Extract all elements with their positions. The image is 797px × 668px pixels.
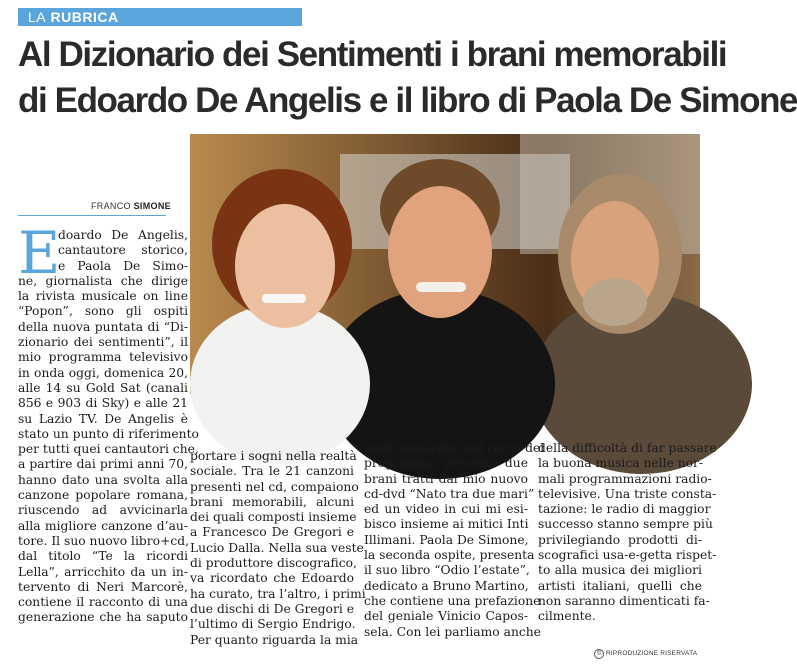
byline-first-name: FRANCO: [91, 201, 131, 211]
text-line: e Paola De Simo-: [58, 258, 188, 273]
text-line: to alla musica dei migliori: [538, 563, 702, 578]
text-line: cilmente.: [538, 609, 596, 624]
text-line: parte musicale, nel corso del: [364, 441, 545, 455]
text-line: mio programma televisivo: [18, 350, 188, 365]
text-line: programma presento due: [364, 456, 528, 471]
article-column-1: [18, 219, 199, 626]
byline-last-name: SIMONE: [133, 201, 171, 211]
article-column-3: [364, 441, 545, 640]
drop-cap: E: [18, 219, 61, 287]
text-line: ed un video in cui mi esi-: [364, 502, 528, 517]
text-line: artisti italiani, quelli che: [538, 578, 702, 593]
text-line: a Francesco De Gregori e: [190, 525, 354, 540]
text-line: della nuova puntata di “Di-: [18, 319, 188, 334]
copyright-icon: ©: [594, 649, 604, 659]
rights-notice: RIPRODUZIONE RISERVATA: [606, 650, 698, 657]
text-line: riuscendo ad avvicinarla: [18, 503, 188, 518]
person-right-beard: [583, 278, 647, 326]
person-left-smile: [262, 294, 306, 303]
text-line: a partire dai primi anni 70,: [18, 457, 188, 472]
text-line: tore. Il suo nuovo libro+cd,: [18, 533, 190, 548]
text-line: la buona musica nelle nor-: [538, 456, 704, 471]
text-line: va ricordato che Edoardo: [190, 571, 354, 586]
article-column-2: [190, 449, 366, 648]
text-line: cd-dvd “Nato tra due mari”: [364, 486, 535, 501]
rubric-label: [28, 8, 119, 26]
text-line: di produttore discografico,: [190, 556, 357, 571]
text-line: successo stanno sempre più: [538, 517, 713, 532]
text-line: portare i sogni nella realtà: [190, 449, 357, 463]
text-line: il suo libro “Odio l’estate”,: [364, 563, 530, 578]
text-line: della difficoltà di far passare: [538, 441, 717, 455]
text-line: “Popon”, sono gli ospiti: [18, 304, 188, 319]
text-line: due dischi di De Gregori e: [190, 601, 354, 616]
text-line: in onda oggi, domenica 20,: [18, 365, 188, 380]
person-left-body: [190, 304, 370, 464]
text-line: hanno dato una svolta alla: [18, 472, 188, 487]
byline-rule: [18, 215, 166, 216]
text-line: alla migliore canzone d’au-: [18, 518, 188, 533]
text-line: che contiene una prefazione: [364, 593, 541, 608]
text-line: dedicato a Bruno Martino,: [364, 578, 529, 593]
text-line: 856 e 903 di Sky) e alle 21: [18, 396, 188, 411]
text-line: brani tratti dal mio nuovo: [364, 471, 528, 486]
text-line: cantautore storico,: [58, 243, 188, 258]
text-line: Per quanto riguarda la mia: [190, 632, 359, 647]
text-line: stato un punto di riferimento: [18, 426, 199, 441]
text-line: contiene il racconto di una: [18, 595, 188, 610]
rubric-prefix: LA: [28, 9, 47, 25]
headline: [18, 32, 797, 124]
text-line: doardo De Angelis,: [58, 228, 188, 242]
text-line: Lella”, arricchito da un in-: [18, 564, 188, 579]
text-line: del geniale Vinicio Capos-: [364, 609, 528, 624]
person-middle-smile: [416, 282, 466, 292]
text-line: l’ultimo di Sergio Endrigo.: [190, 617, 356, 632]
text-line: per tutti quei cantautori che,: [18, 442, 199, 457]
byline: [91, 201, 171, 213]
text-line: su Lazio TV. De Angelis è: [18, 411, 188, 426]
text-line: tazione: le radio di maggior: [538, 502, 711, 517]
text-line: dei quali composti insieme: [190, 510, 357, 525]
text-line: Lucio Dalla. Nella sua veste: [190, 540, 364, 555]
text-line: alle 14 su Gold Sat (canali: [18, 380, 188, 395]
article-photo: [190, 134, 700, 394]
person-left-face: [235, 204, 335, 328]
person-middle-face: [388, 186, 492, 318]
text-line: televisive. Una triste consta-: [538, 486, 717, 501]
text-line: Illimani. Paola De Simone,: [364, 532, 529, 547]
text-line: ha curato, tra l’altro, i primi: [190, 586, 366, 601]
text-line: la seconda ospite, presenta: [364, 548, 535, 563]
text-line: tervento di Neri Marcorè,: [18, 579, 188, 594]
text-line: la rivista musicale on line: [18, 289, 188, 304]
text-line: bisco insieme ai mitici Inti: [364, 517, 529, 532]
text-line: canzone popolare romana,: [18, 488, 188, 503]
rubric-name: RUBRICA: [50, 9, 119, 25]
text-line: brani memorabili, alcuni: [190, 494, 354, 509]
text-line: scografici usa-e-getta rispet-: [538, 548, 717, 563]
text-line: sociale. Tra le 21 canzoni: [190, 464, 354, 479]
text-line: sela. Con lei parliamo anche: [364, 624, 541, 639]
article-column-4: [538, 441, 717, 625]
text-line: mali programmazioni radio-: [538, 471, 712, 486]
headline-line-2: di Edoardo De Angelis e il libro di Paola De Simone: [18, 81, 797, 120]
text-line: zionario dei sentimenti”, il: [18, 335, 188, 350]
text-line: non saranno dimenticati fa-: [538, 593, 710, 608]
text-line: dal titolo “Te la ricordi: [18, 549, 188, 564]
text-line: ne, giornalista che dirige: [18, 273, 188, 288]
photo-illustration: [190, 134, 700, 394]
text-line: presenti nel cd, compaiono: [190, 479, 359, 494]
text-line: generazione che ha saputo: [18, 610, 188, 625]
headline-line-1: Al Dizionario dei Sentimenti i brani memorabili: [18, 35, 727, 74]
text-line: privilegiando prodotti di-: [538, 532, 702, 547]
